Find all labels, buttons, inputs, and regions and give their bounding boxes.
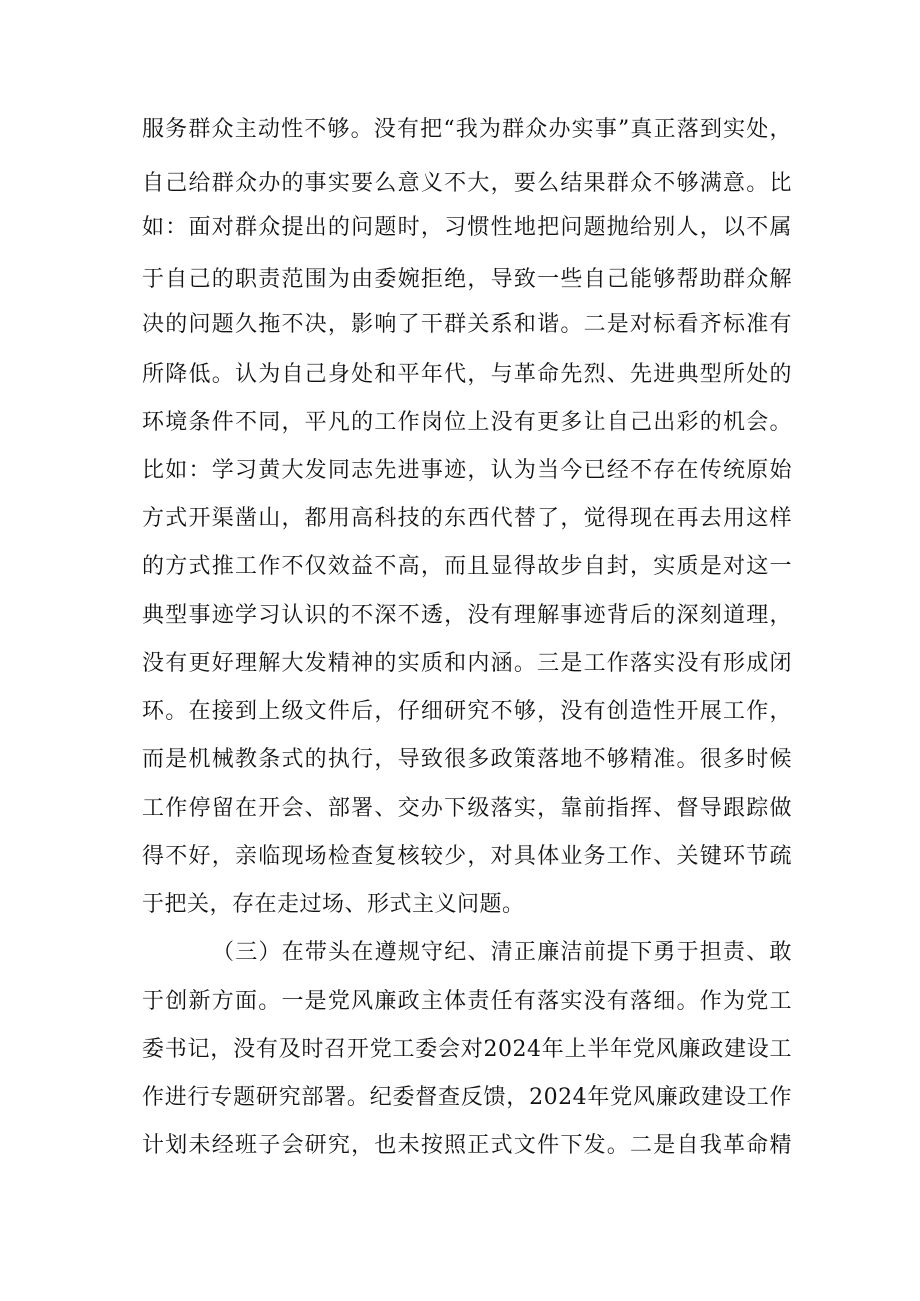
text-line: 而是机械教条式的执行，导致很多政策落地不够精准。很多时候 xyxy=(142,747,792,772)
text-line: 典型事迹学习认识的不深不透，没有理解事迹背后的深刻道理， xyxy=(142,603,792,628)
text-line: 工作停留在开会、部署、交办下级落实，靠前指挥、督导跟踪做 xyxy=(142,796,792,821)
text-line: 作进行专题研究部署。纪委督查反馈，2024年党风廉政建设工作 xyxy=(142,1085,792,1110)
text-line: 没有更好理解大发精神的实质和内涵。三是工作落实没有形成闭 xyxy=(142,651,792,676)
text-line: 环。在接到上级文件后，仔细研究不够，没有创造性开展工作， xyxy=(142,699,792,724)
text-line: 服务群众主动性不够。没有把“我为群众办实事”真正落到实处， xyxy=(142,117,792,142)
section-heading-line: （三）在带头在遵规守纪、清正廉洁前提下勇于担责、敢 xyxy=(212,940,792,965)
text-line: 得不好，亲临现场检查复核较少，对具体业务工作、关键环节疏 xyxy=(142,844,792,869)
text-line: 的方式推工作不仅效益不高，而且显得故步自封，实质是对这一 xyxy=(142,554,792,579)
text-line: 决的问题久拖不决，影响了干群关系和谐。二是对标看齐标准有 xyxy=(142,312,792,337)
text-line: 环境条件不同，平凡的工作岗位上没有更多让自己出彩的机会。 xyxy=(142,410,792,435)
text-line: 于创新方面。一是党风廉政主体责任有落实没有落细。作为党工 xyxy=(142,989,792,1014)
text-line: 比如：学习黄大发同志先进事迹，认为当今已经不存在传统原始 xyxy=(142,458,792,483)
text-line: 委书记，没有及时召开党工委会对2024年上半年党风廉政建设工 xyxy=(142,1037,792,1062)
text-line: 所降低。认为自己身处和平年代，与革命先烈、先进典型所处的 xyxy=(142,362,792,387)
text-line: 计划未经班子会研究，也未按照正式文件下发。二是自我革命精 xyxy=(142,1133,792,1158)
text-line: 方式开渠凿山，都用高科技的东西代替了，觉得现在再去用这样 xyxy=(142,506,792,531)
text-line: 自己给群众办的事实要么意义不大，要么结果群众不够满意。比 xyxy=(142,171,792,196)
text-line: 于自己的职责范围为由委婉拒绝，导致一些自己能够帮助群众解 xyxy=(142,267,792,292)
text-line: 如：面对群众提出的问题时，习惯性地把问题抛给别人，以不属 xyxy=(142,215,792,240)
text-line: 于把关，存在走过场、形式主义问题。 xyxy=(142,892,525,917)
